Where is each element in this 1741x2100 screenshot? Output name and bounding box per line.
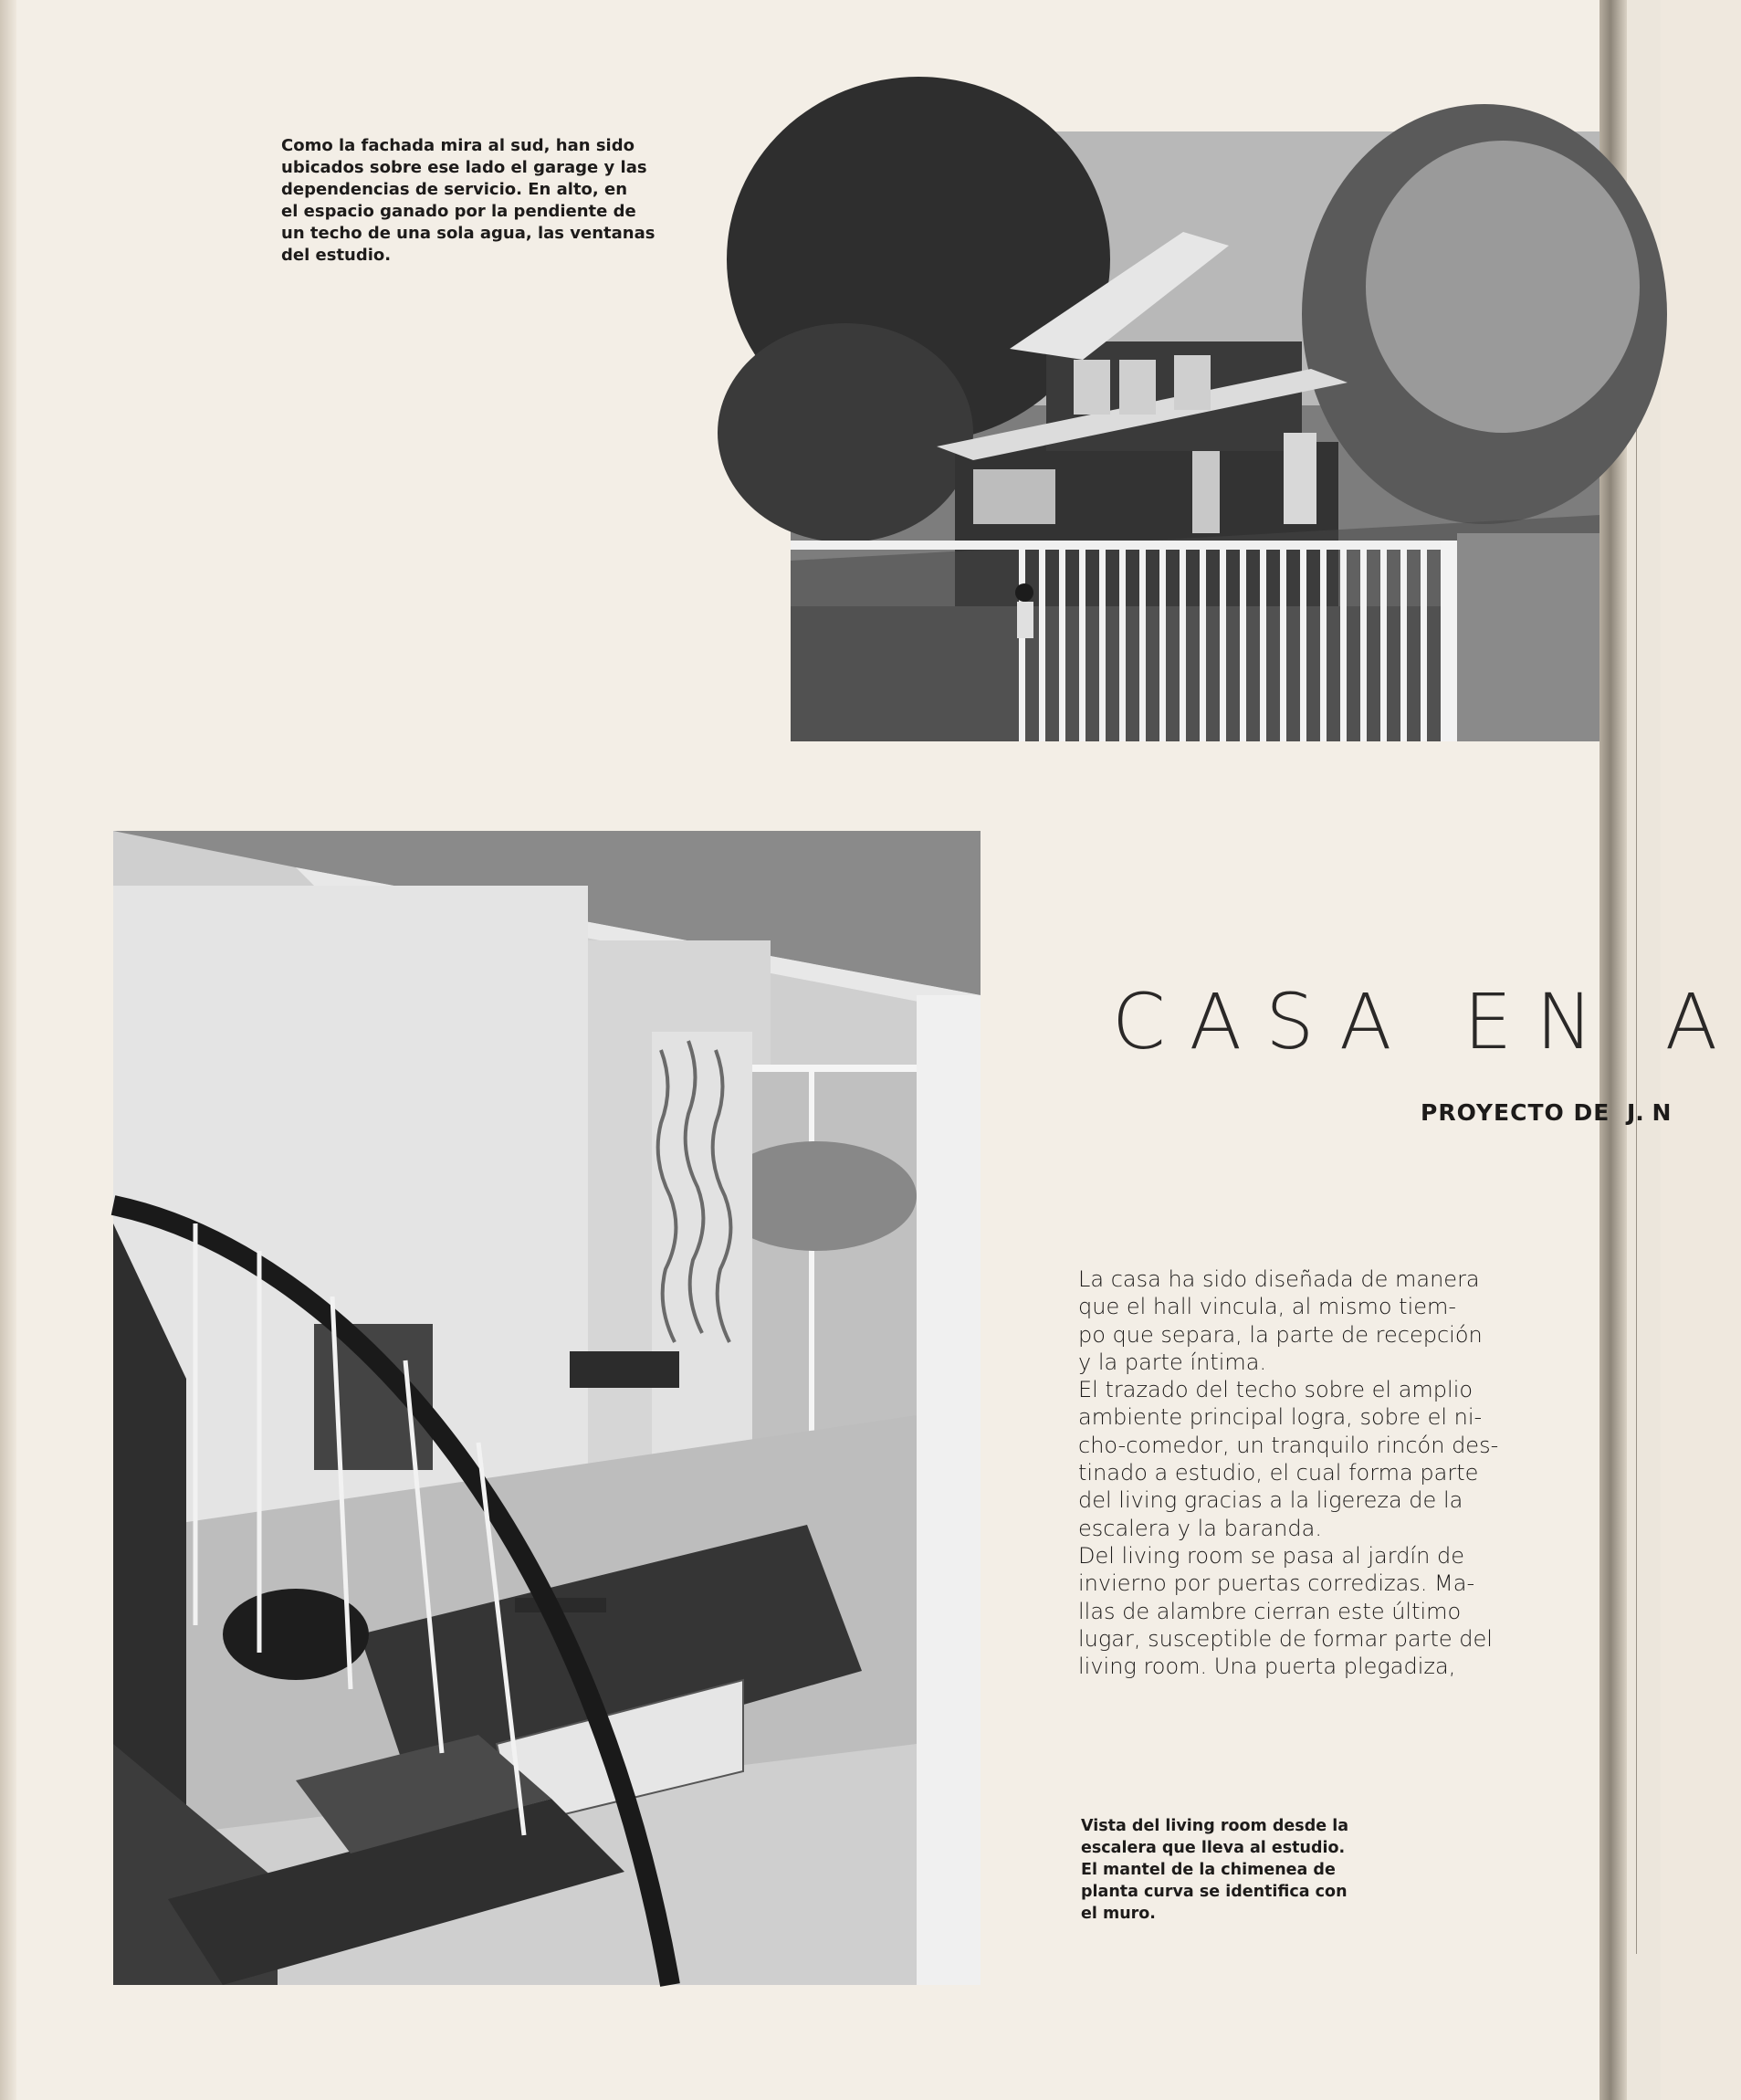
facing-page-rule	[1636, 219, 1637, 1954]
exterior-photo-caption: Como la fachada mira al sud, han sido ubicados sobre ese lado el garage y las dependencias de servicio. En alto, en el espacio ganado por la pendiente de un techo de una sola agua, las ventanas del estudio.	[281, 136, 655, 265]
article-title: CASA EN A	[1112, 977, 1741, 1066]
living-room-photo-caption: Vista del living room desde la escalera que lleva al estudio. El mantel de la chimenea de planta curva se identifica con el muro.	[1081, 1817, 1348, 1923]
project-credit-label: PROYECTO DE	[1421, 1099, 1610, 1126]
project-credit-name-fragment: J. N	[1627, 1099, 1672, 1126]
article-body: La casa ha sido diseñada de manera que el hall vincula, al mismo tiem- po que separa, la parte de recepción y la parte íntima. El trazado del techo sobre el amplio ambiente principal logra, sobre el ni- cho-comedor, un tranquilo rincón des- tinado a estudio, el cual forma parte del living gracias a la ligereza de la escalera y la baranda. Del living room se pasa al jardín de invierno por puertas corredizas. Ma- llas de alambre cierran este último lugar, susceptible de formar parte del living room. Una puerta plegadiza,	[1078, 1266, 1499, 1680]
